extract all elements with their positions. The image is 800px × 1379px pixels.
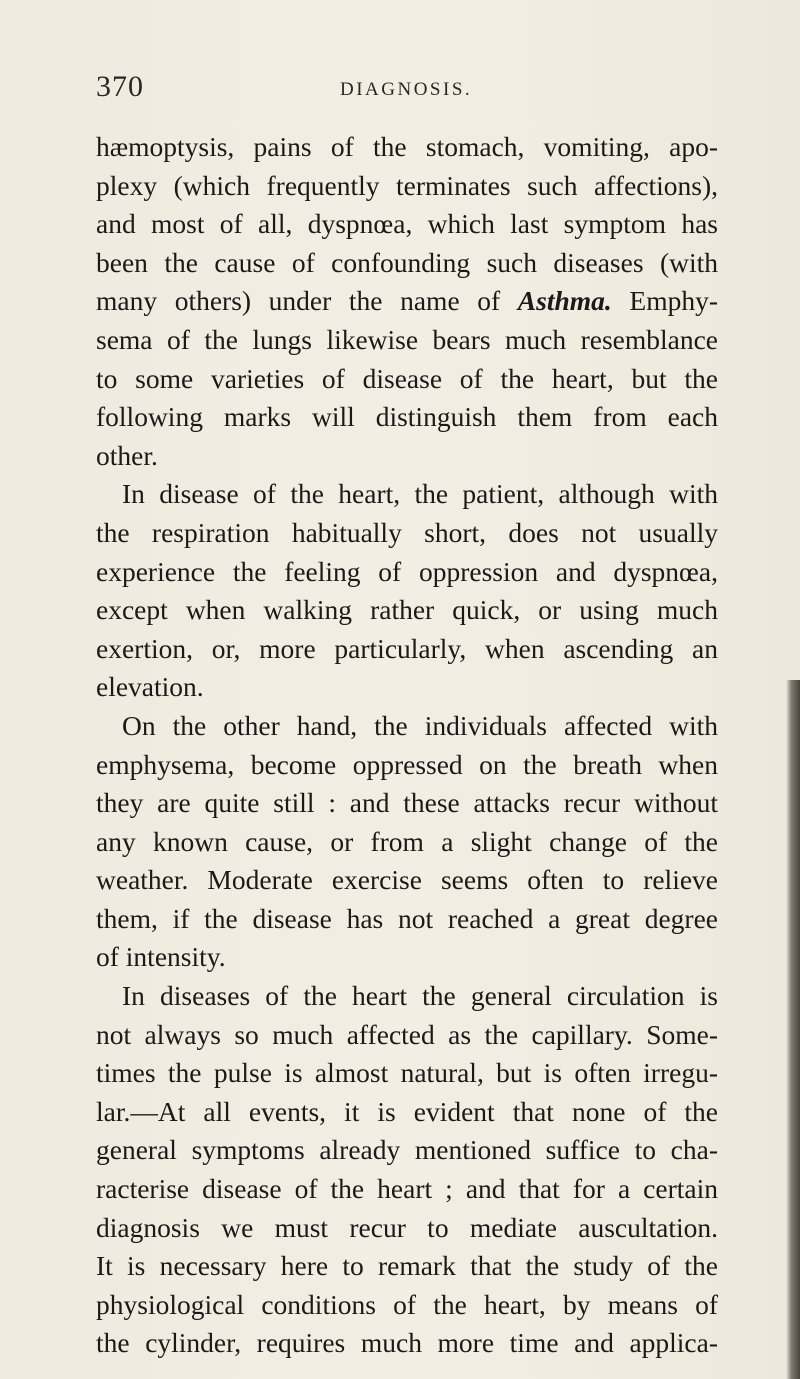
text-line: of intensity. <box>96 941 226 973</box>
emphasis-asthma: Asthma. <box>517 285 612 317</box>
text-line: general symptoms already mentioned suffice to cha- <box>96 1134 718 1166</box>
text-line <box>96 282 718 321</box>
text-line: other. <box>96 439 158 471</box>
text-line: any known cause, or from a slight change of the <box>96 825 718 857</box>
text-line: In diseases of the heart the general circulation is <box>122 980 718 1012</box>
page-header <box>96 70 704 110</box>
page-number: 370 <box>96 70 144 103</box>
page-edge-shadow <box>786 680 800 1379</box>
text-line: physiological conditions of the heart, by means of <box>96 1288 718 1320</box>
text-line: exertion, or, more particularly, when ascending an <box>96 632 718 664</box>
text-line: to some varieties of disease of the heart, but the <box>96 362 718 394</box>
text-line: racterise disease of the heart ; and that for a certain <box>96 1173 718 1205</box>
text-line: following marks will distinguish them from each <box>96 401 718 433</box>
text-line: sema of the lungs likewise bears much resemblance <box>96 323 718 355</box>
text-line: lar.—At all events, it is evident that none of the <box>96 1095 718 1127</box>
text-line: experience the feeling of oppression and dyspnœa, <box>96 555 718 587</box>
text-line: In disease of the heart, the patient, although with <box>122 478 718 510</box>
text-line: times the pulse is almost natural, but is often irregu- <box>96 1057 718 1089</box>
text-line: the cylinder, requires much more time and applica- <box>96 1327 718 1359</box>
text-line: except when walking rather quick, or using much <box>96 594 718 626</box>
text-line: not always so much affected as the capillary. Some- <box>96 1018 718 1050</box>
text-span: many others) under the name of <box>96 285 501 317</box>
running-head: DIAGNOSIS. <box>340 79 473 100</box>
text-line: them, if the disease has not reached a great degree <box>96 902 718 934</box>
text-line: emphysema, become oppressed on the breath when <box>96 748 718 780</box>
text-line: plexy (which frequently terminates such affections), <box>96 169 718 201</box>
text-line: and most of all, dyspnœa, which last symptom has <box>96 208 718 240</box>
text-span: Emphy- <box>629 285 718 317</box>
text-line: the respiration habitually short, does not usually <box>96 516 718 548</box>
text-line: they are quite still : and these attacks recur without <box>96 787 718 819</box>
text-line: been the cause of confounding such diseases (with <box>96 246 718 278</box>
body-text <box>96 128 718 1363</box>
text-line: elevation. <box>96 671 204 703</box>
text-line: On the other hand, the individuals affected with <box>122 709 718 741</box>
text-line: It is necessary here to remark that the study of the <box>96 1250 718 1282</box>
text-line: diagnosis we must recur to mediate auscultation. <box>96 1211 718 1243</box>
text-line: weather. Moderate exercise seems often to relieve <box>96 864 718 896</box>
text-line: hæmoptysis, pains of the stomach, vomiting, apo- <box>96 131 718 162</box>
